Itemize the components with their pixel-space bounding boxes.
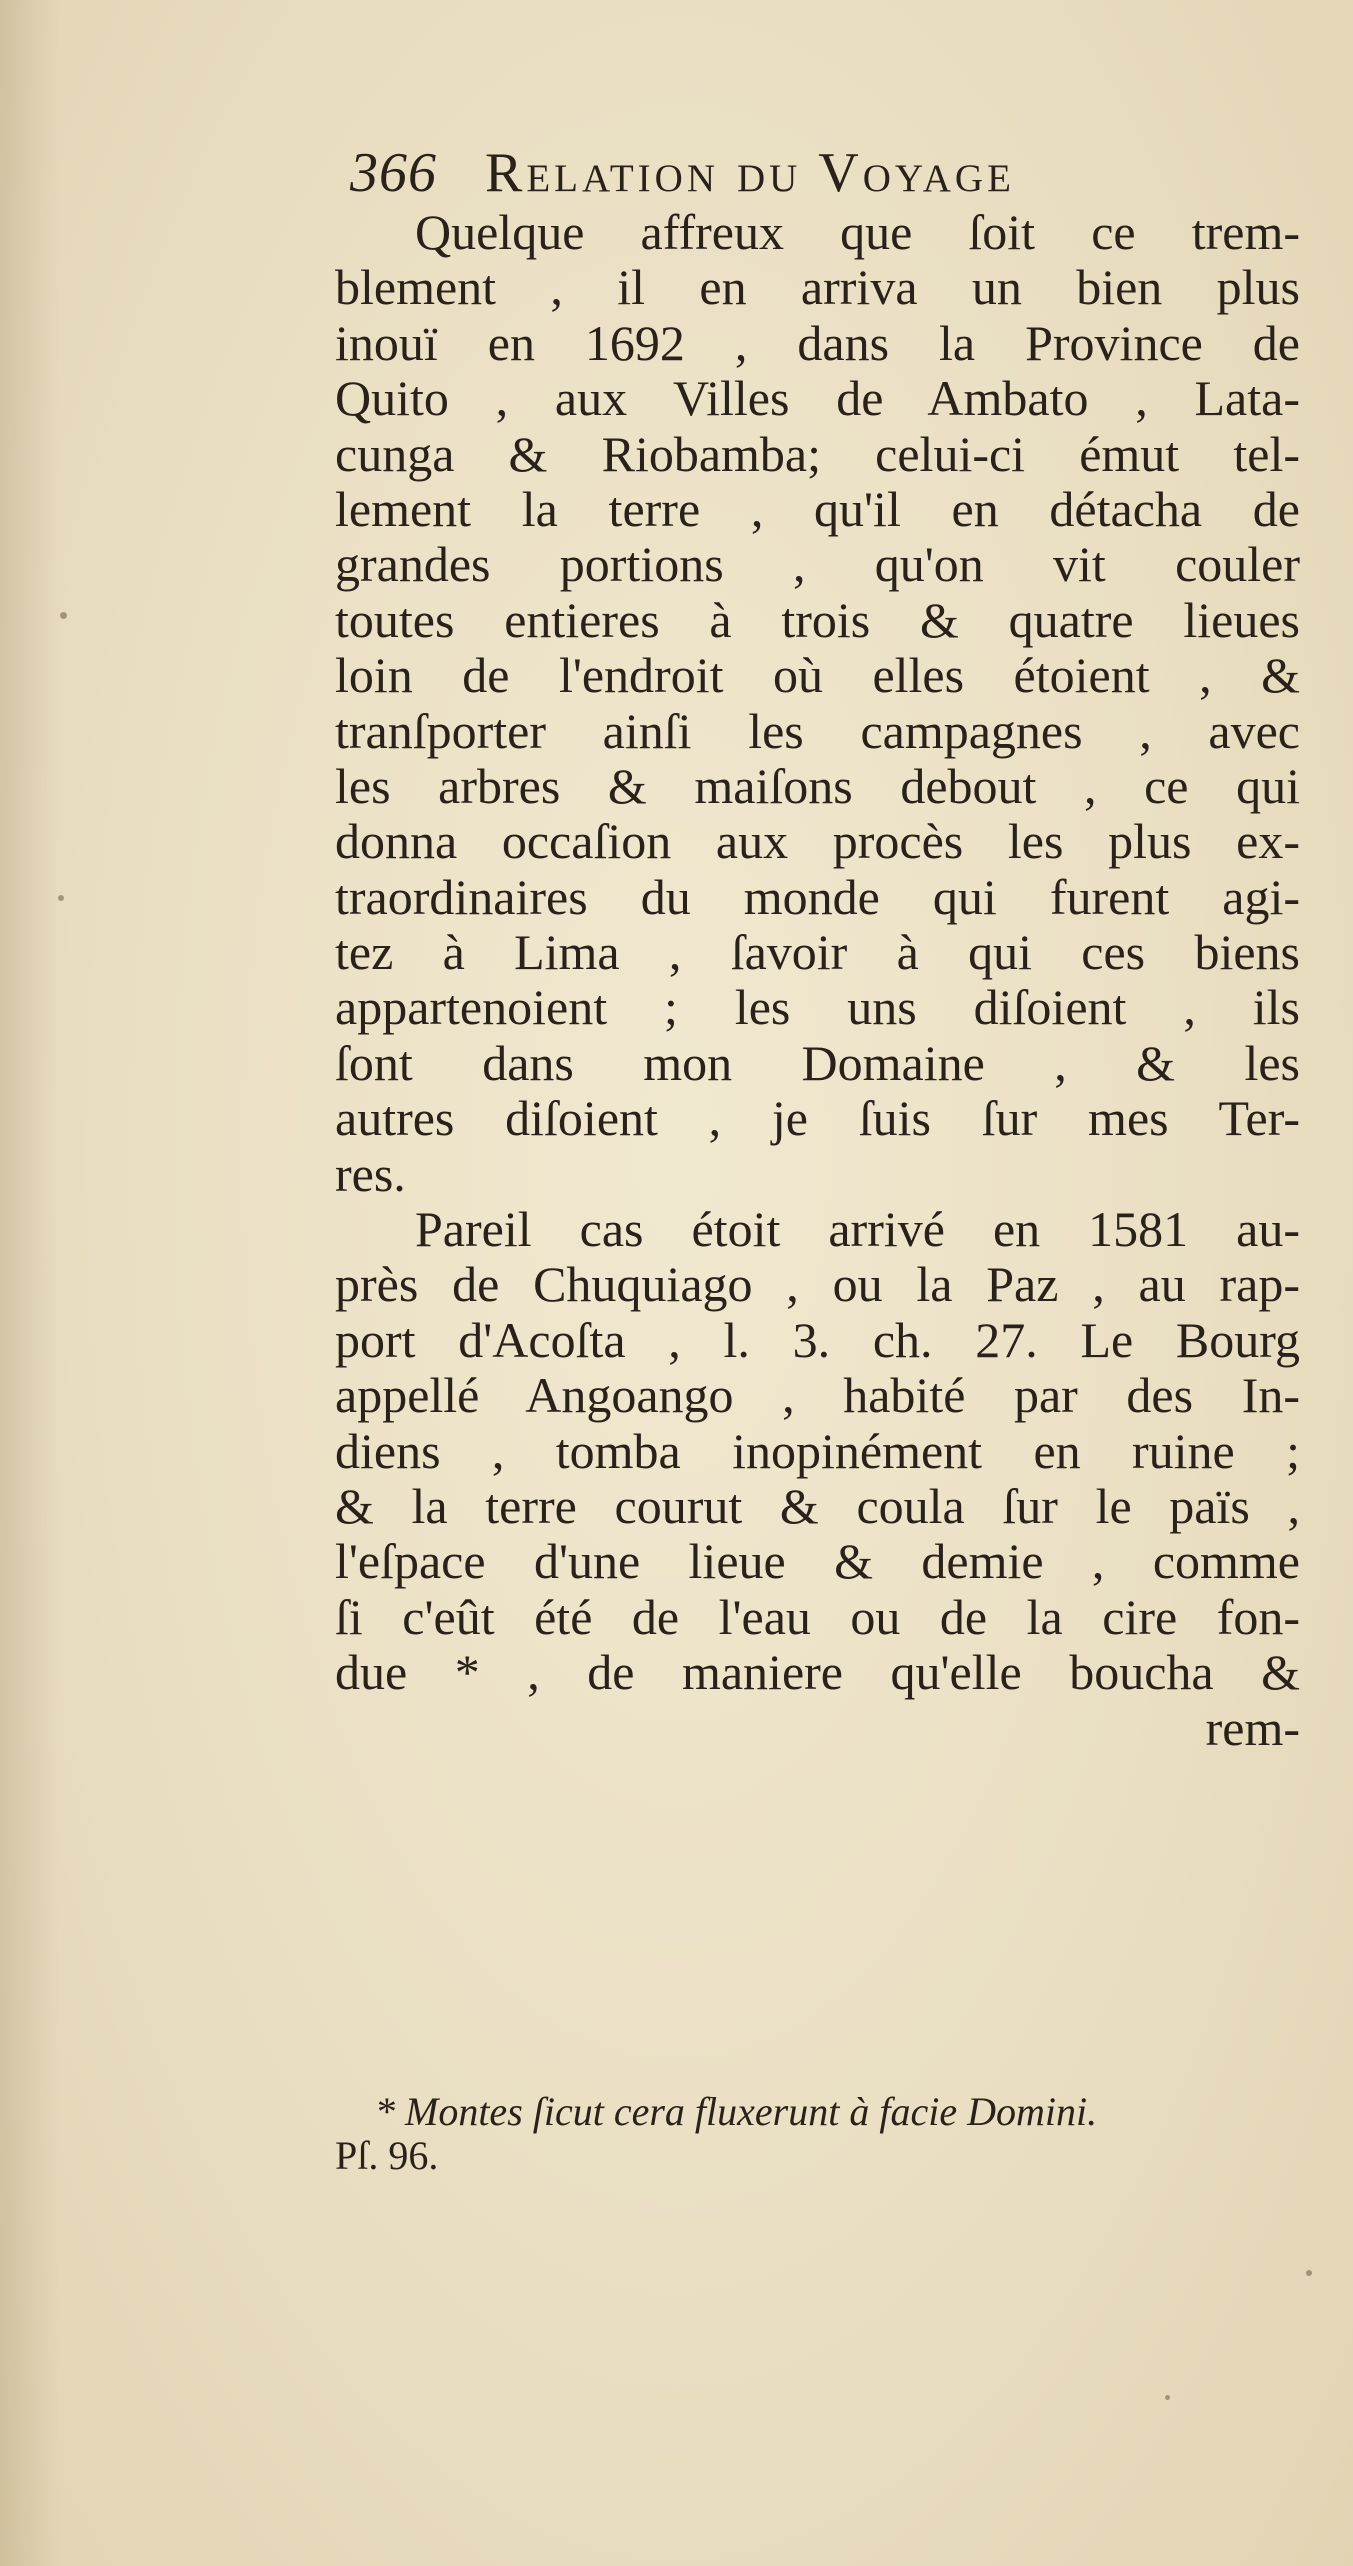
gutter-shadow — [0, 0, 60, 2566]
paper-speck — [1306, 2270, 1312, 2276]
text-line: grandes portions , qu'on vit couler — [335, 536, 1300, 593]
text-line: Pareil cas étoit arrivé en 1581 au- — [415, 1201, 1300, 1258]
body-text — [335, 205, 1300, 1756]
text-line: blement , il en arriva un bien plus — [335, 259, 1300, 316]
text-line: donna occaſion aux procès les plus ex- — [335, 813, 1300, 870]
text-line: tranſporter ainſi les campagnes , avec — [335, 702, 1300, 759]
text-line: ſi c'eût été de l'eau ou de la cire fon- — [335, 1588, 1300, 1645]
text-line: près de Chuquiago , ou la Paz , au rap- — [335, 1256, 1300, 1313]
page-number: 366 — [350, 142, 437, 204]
text-line: loin de l'endroit où elles étoient , & — [335, 647, 1300, 704]
text-line: ſont dans mon Domaine , & les — [335, 1034, 1300, 1091]
text-line: toutes entieres à trois & quatre lieues — [335, 591, 1300, 648]
paper-speck — [60, 612, 67, 619]
text-line: l'eſpace d'une lieue & demie , comme — [335, 1533, 1300, 1590]
text-line: autres diſoient , je ſuis ſur mes Ter- — [335, 1090, 1300, 1147]
paper-speck — [58, 895, 64, 901]
text-line: res. — [335, 1145, 406, 1202]
text-line: les arbres & maiſons debout , ce qui — [335, 757, 1300, 814]
text-line: lement la terre , qu'il en détacha de — [335, 480, 1300, 537]
text-line: traordinaires du monde qui furent agi- — [335, 868, 1300, 925]
running-title: Relation du Voyage — [485, 142, 1015, 204]
text-line: appellé Angoango , habité par des In- — [335, 1367, 1300, 1424]
text-line: tez à Lima , ſavoir à qui ces biens — [335, 924, 1300, 981]
text-line: inouï en 1692 , dans la Province de — [335, 314, 1300, 371]
text-line: port d'Acoſta , l. 3. ch. 27. Le Bourg — [335, 1311, 1300, 1368]
text-line: appartenoient ; les uns diſoient , ils — [335, 979, 1300, 1036]
footnote — [335, 2090, 1300, 2178]
page-header — [350, 138, 1250, 208]
text-line: Quito , aux Villes de Ambato , Lata- — [335, 370, 1300, 427]
paper-speck — [1165, 2395, 1170, 2400]
footnote-line: Pſ. 96. — [335, 2133, 439, 2178]
text-line: diens , tomba inopinément en ruine ; — [335, 1422, 1300, 1479]
text-line: & la terre courut & coula ſur le païs , — [335, 1477, 1300, 1534]
text-line: cunga & Riobamba; celui-ci émut tel- — [335, 425, 1300, 482]
catchword: rem- — [1205, 1699, 1300, 1756]
text-line: due * , de maniere qu'elle boucha & — [335, 1644, 1300, 1701]
text-line: Quelque affreux que ſoit ce trem- — [415, 204, 1300, 260]
footnote-line: * Montes ſicut cera fluxerunt à facie Domini. — [375, 2089, 1098, 2134]
